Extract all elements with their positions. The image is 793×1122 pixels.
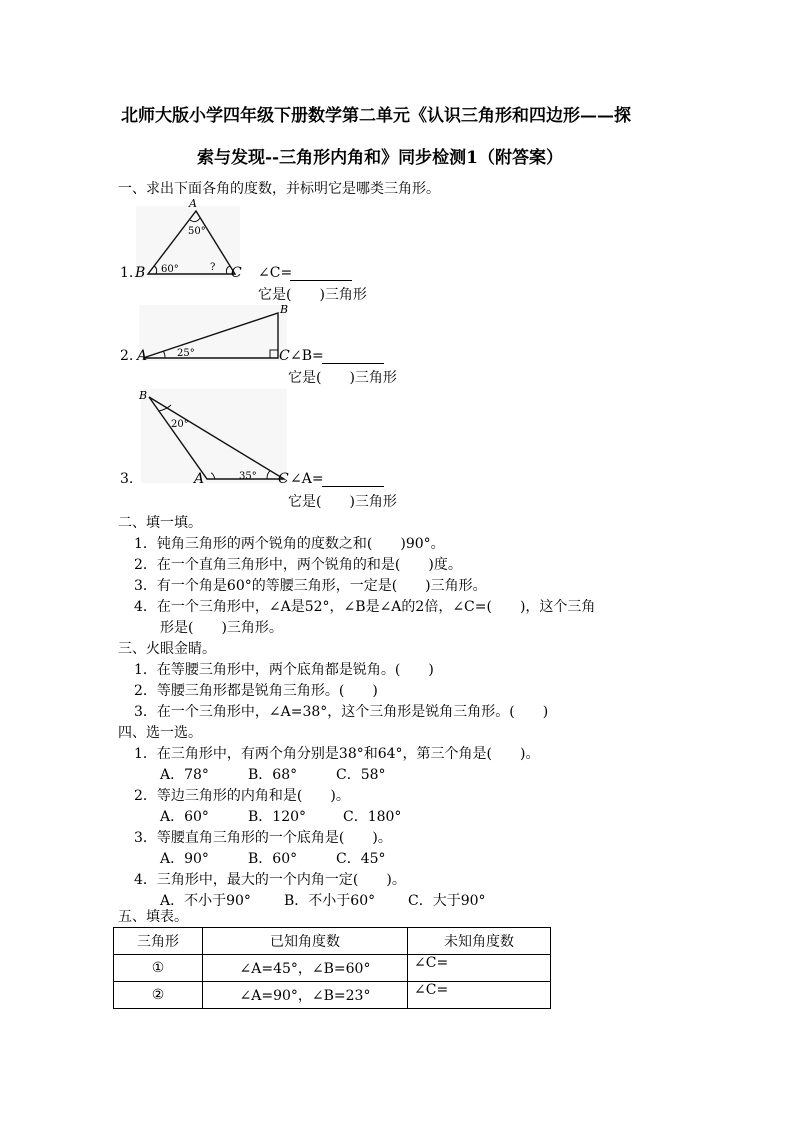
q3-answer-blank[interactable] xyxy=(322,472,384,487)
table-cell-known: ∠A=90°，∠B=23° xyxy=(203,982,408,1009)
triangle-3-angle-b: 20° xyxy=(171,419,189,430)
section2-heading: 二、填一填。 xyxy=(118,515,202,531)
q1-angle-c-label: ∠C= xyxy=(258,265,293,281)
title-line-1: 北师大版小学四年级下册数学第二单元《认识三角形和四边形——探 xyxy=(121,106,631,126)
choice-2-option-b[interactable]: B．120° xyxy=(248,809,307,825)
choice-2-option-c[interactable]: C．180° xyxy=(343,809,402,825)
table-header-cell: 三角形 xyxy=(114,928,203,955)
fill-item-2: 2．在一个直角三角形中，两个锐角的和是( )度。 xyxy=(134,557,462,573)
triangle-3-vertex-c: C xyxy=(278,471,289,487)
q2-answer-blank[interactable] xyxy=(322,349,384,364)
choice-question-2: 2．等边三角形的内角和是( )。 xyxy=(134,788,350,804)
q1-answer-blank[interactable] xyxy=(290,266,352,281)
choice-question-4: 4．三角形中，最大的一个内角一定( )。 xyxy=(134,872,406,888)
triangle-2-vertex-c: C xyxy=(279,348,290,364)
section5-heading: 五、填表。 xyxy=(118,909,188,925)
triangle-1-vertex-c: C xyxy=(231,265,242,281)
judge-item-3: 3．在一个三角形中，∠A=38°，这个三角形是锐角三角形。( ) xyxy=(134,704,549,720)
triangle-3-vertex-a: A xyxy=(194,471,205,487)
choice-4-option-b[interactable]: B．不小于60° xyxy=(284,893,376,909)
triangle-3-vertex-b: B xyxy=(139,389,148,402)
q3-angle-a-label: ∠A= xyxy=(290,471,324,487)
triangle-1-angle-a: 50° xyxy=(188,226,206,237)
triangle-figure-2 xyxy=(135,303,290,363)
triangle-1-vertex-a: A xyxy=(189,197,197,210)
fill-item-3: 3．有一个角是60°的等腰三角形，一定是( )三角形。 xyxy=(134,578,487,594)
choice-4-option-a[interactable]: A．不小于90° xyxy=(160,893,251,909)
table-header-row xyxy=(114,928,551,955)
title-line-2: 索与发现--三角形内角和》同步检测1（附答案） xyxy=(197,148,563,168)
fill-item-4-cont: 形是( )三角形。 xyxy=(160,620,283,636)
section1-heading: 一、求出下面各角的度数，并标明它是哪类三角形。 xyxy=(118,181,440,197)
triangle-figure-3 xyxy=(135,387,290,485)
judge-item-2: 2．等腰三角形都是锐角三角形。( ) xyxy=(134,683,378,699)
triangle-figure-1 xyxy=(134,196,244,280)
q2-number: 2. xyxy=(120,348,134,364)
fill-item-1: 1．钝角三角形的两个锐角的度数之和( )90°。 xyxy=(134,536,445,552)
choice-4-option-c[interactable]: C．大于90° xyxy=(408,893,486,909)
triangle-1-angle-c: ? xyxy=(210,262,216,273)
table-cell-id: ② xyxy=(114,982,203,1009)
table-header-cell: 未知角度数 xyxy=(408,928,551,955)
choice-1-option-c[interactable]: C．58° xyxy=(336,767,386,783)
triangle-2-vertex-b: B xyxy=(280,303,289,316)
choice-question-1: 1．在三角形中，有两个角分别是38°和64°，第三个角是( )。 xyxy=(134,746,540,762)
q3-number: 3. xyxy=(120,471,134,487)
choice-question-3: 3．等腰直角三角形的一个底角是( )。 xyxy=(134,830,392,846)
section4-heading: 四、选一选。 xyxy=(118,725,202,741)
triangle-1-vertex-b: B xyxy=(135,265,146,281)
choice-3-option-a[interactable]: A．90° xyxy=(160,851,209,867)
q1-triangle-type: 它是( )三角形 xyxy=(258,287,367,303)
angle-table xyxy=(113,927,551,1009)
triangle-3-angle-c: 35° xyxy=(239,471,257,482)
table-row xyxy=(114,982,551,1009)
table-cell-known: ∠A=45°，∠B=60° xyxy=(203,955,408,982)
triangle-2-vertex-a: A xyxy=(137,348,148,364)
q2-triangle-type: 它是( )三角形 xyxy=(288,370,397,386)
choice-1-option-a[interactable]: A．78° xyxy=(160,767,209,783)
table-cell-id: ① xyxy=(114,955,203,982)
choice-1-option-b[interactable]: B．68° xyxy=(248,767,298,783)
table-cell-unknown[interactable]: ∠C= xyxy=(408,982,551,1009)
table-cell-unknown[interactable]: ∠C= xyxy=(408,955,551,982)
table-header-cell: 已知角度数 xyxy=(203,928,408,955)
table-row xyxy=(114,955,551,982)
choice-2-option-a[interactable]: A．60° xyxy=(160,809,209,825)
triangle-2-angle-a: 25° xyxy=(177,348,195,359)
q3-triangle-type: 它是( )三角形 xyxy=(288,494,397,510)
q1-number: 1. xyxy=(120,265,134,281)
choice-3-option-b[interactable]: B．60° xyxy=(248,851,298,867)
triangle-1-angle-b: 60° xyxy=(161,264,179,275)
section3-heading: 三、火眼金睛。 xyxy=(118,641,216,657)
choice-3-option-c[interactable]: C．45° xyxy=(336,851,386,867)
judge-item-1: 1．在等腰三角形中，两个底角都是锐角。( ) xyxy=(134,662,434,678)
q2-angle-b-label: ∠B= xyxy=(290,348,324,364)
fill-item-4: 4．在一个三角形中，∠A是52°，∠B是∠A的2倍，∠C=( )，这个三角 xyxy=(134,599,596,615)
